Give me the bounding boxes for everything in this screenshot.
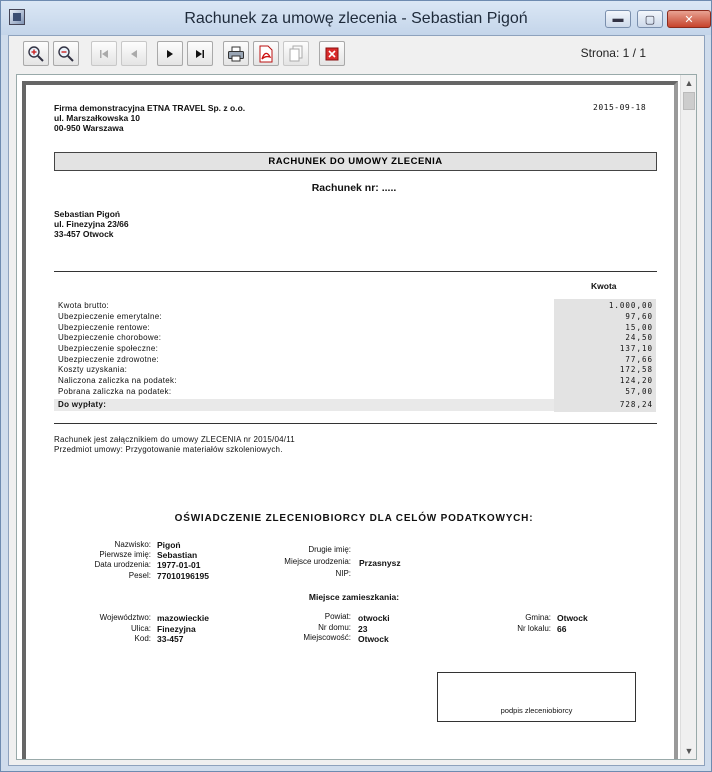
export-pdf-button[interactable] — [253, 41, 279, 66]
subject-note: Przedmiot umowy: Przygotowanie materiałów szkoleniowych. — [54, 445, 283, 454]
company-street: ul. Marszałkowska 10 — [54, 113, 140, 123]
row-value: 124,20 — [619, 376, 653, 385]
address-label: Nr domu: — [318, 623, 351, 632]
prev-page-button[interactable] — [121, 41, 147, 66]
zoom-out-icon — [57, 45, 75, 63]
copy-icon — [288, 45, 304, 63]
close-report-icon — [325, 47, 339, 61]
zoom-out-button[interactable] — [53, 41, 79, 66]
person-street: ul. Finezyjna 23/66 — [54, 219, 129, 229]
field-label: Pesel: — [128, 571, 151, 580]
prev-page-icon — [128, 48, 140, 60]
address-label: Powiat: — [324, 612, 351, 621]
row-value: 24,50 — [625, 333, 653, 342]
export-pdf-icon — [258, 45, 274, 63]
field-label: Miejsce urodzenia: — [284, 557, 351, 566]
row-label: Ubezpieczenie zdrowotne: — [58, 355, 160, 364]
report-page — [17, 79, 681, 759]
invoice-number: Rachunek nr: ..... — [311, 182, 397, 194]
window-title: Rachunek za umowę zlecenia - Sebastian Pigoń — [184, 10, 528, 27]
client-area — [8, 35, 705, 766]
field-label: NIP: — [335, 569, 351, 578]
divider-bottom — [54, 423, 657, 424]
report-date: 2015-09-18 — [593, 103, 647, 112]
address-value: Otwock — [557, 613, 588, 623]
address-value: Finezyjna — [157, 624, 196, 634]
field-value: Przasnysz — [359, 558, 401, 568]
address-label: Miejscowość: — [303, 633, 351, 642]
total-value: 728,24 — [619, 400, 653, 409]
close-button[interactable]: ✕ — [667, 10, 711, 28]
toolbar — [9, 36, 704, 72]
page-indicator: Strona: 1 / 1 — [580, 46, 646, 60]
person-city: 33-457 Otwock — [54, 229, 114, 239]
field-value: Pigoń — [157, 540, 181, 550]
address-value: 23 — [358, 624, 368, 634]
print-button[interactable] — [223, 41, 249, 66]
next-page-button[interactable] — [157, 41, 183, 66]
first-page-button[interactable] — [91, 41, 117, 66]
field-value: 1977-01-01 — [157, 560, 201, 570]
row-label: Kwota brutto: — [58, 301, 110, 310]
copy-button[interactable] — [283, 41, 309, 66]
row-label: Ubezpieczenie emerytalne: — [58, 312, 162, 321]
row-label: Koszty uzyskania: — [58, 365, 128, 374]
row-value: 77,66 — [625, 355, 653, 364]
row-label: Ubezpieczenie chorobowe: — [58, 333, 162, 342]
print-icon — [227, 46, 245, 62]
row-value: 137,10 — [619, 344, 653, 353]
field-label: Pierwsze imię: — [99, 550, 151, 559]
row-value: 97,60 — [625, 312, 653, 321]
scroll-down-icon[interactable]: ▼ — [684, 746, 694, 756]
company-city: 00-950 Warszawa — [54, 123, 124, 133]
row-value: 15,00 — [625, 323, 653, 332]
address-label: Województwo: — [99, 613, 151, 622]
address-title: Miejsce zamieszkania: — [308, 592, 400, 602]
signature-box — [437, 672, 636, 722]
total-row-bg — [54, 399, 554, 411]
address-label: Kod: — [134, 634, 151, 643]
address-value: 66 — [557, 624, 567, 634]
address-label: Ulica: — [130, 624, 151, 633]
address-value: Otwock — [358, 634, 389, 644]
next-page-icon — [164, 48, 176, 60]
vertical-scrollbar[interactable] — [680, 75, 696, 759]
contract-note: Rachunek jest załącznikiem do umowy ZLECENIA nr 2015/04/11 — [54, 435, 295, 444]
address-value: 33-457 — [157, 634, 184, 644]
row-value: 1.000,00 — [608, 301, 653, 310]
total-label: Do wypłaty: — [58, 400, 107, 409]
signature-label: podpis zleceniobiorcy — [500, 706, 573, 715]
field-label: Drugie imię: — [308, 545, 351, 554]
zoom-in-icon — [27, 45, 45, 63]
company-name: Firma demonstracyjna ETNA TRAVEL Sp. z o.o. — [54, 103, 246, 113]
declaration-title: OŚWIADCZENIE ZLECENIOBIORCY DLA CELÓW PODATKOWYCH: — [174, 513, 534, 524]
close-report-button[interactable] — [319, 41, 345, 66]
field-value: Sebastian — [157, 550, 198, 560]
field-value: 77010196195 — [157, 571, 210, 581]
scroll-thumb[interactable] — [683, 92, 695, 110]
person-name: Sebastian Pigoń — [54, 209, 121, 219]
address-label: Nr lokalu: — [517, 624, 551, 633]
row-label: Naliczona zaliczka na podatek: — [58, 376, 177, 385]
last-page-button[interactable] — [187, 41, 213, 66]
row-label: Ubezpieczenie społeczne: — [58, 344, 159, 353]
report-viewer[interactable] — [16, 74, 697, 760]
zoom-in-button[interactable] — [23, 41, 49, 66]
kwota-header: Kwota — [591, 281, 617, 291]
row-value: 57,00 — [625, 387, 653, 396]
minimize-button[interactable]: ▬ — [605, 10, 631, 28]
row-value: 172,58 — [619, 365, 653, 374]
page-frame — [22, 81, 678, 759]
title-bar[interactable] — [1, 1, 711, 35]
row-label: Ubezpieczenie rentowe: — [58, 323, 150, 332]
address-label: Gmina: — [525, 613, 551, 622]
field-label: Data urodzenia: — [94, 560, 151, 569]
last-page-icon — [194, 48, 206, 60]
row-label: Pobrana zaliczka na podatek: — [58, 387, 172, 396]
maximize-button[interactable]: ▢ — [637, 10, 663, 28]
scroll-up-icon[interactable]: ▲ — [684, 78, 694, 88]
address-value: otwocki — [358, 613, 390, 623]
divider-top — [54, 271, 657, 272]
report-heading: RACHUNEK DO UMOWY ZLECENIA — [54, 152, 657, 171]
first-page-icon — [98, 48, 110, 60]
address-value: mazowieckie — [157, 613, 209, 623]
field-label: Nazwisko: — [114, 540, 151, 549]
